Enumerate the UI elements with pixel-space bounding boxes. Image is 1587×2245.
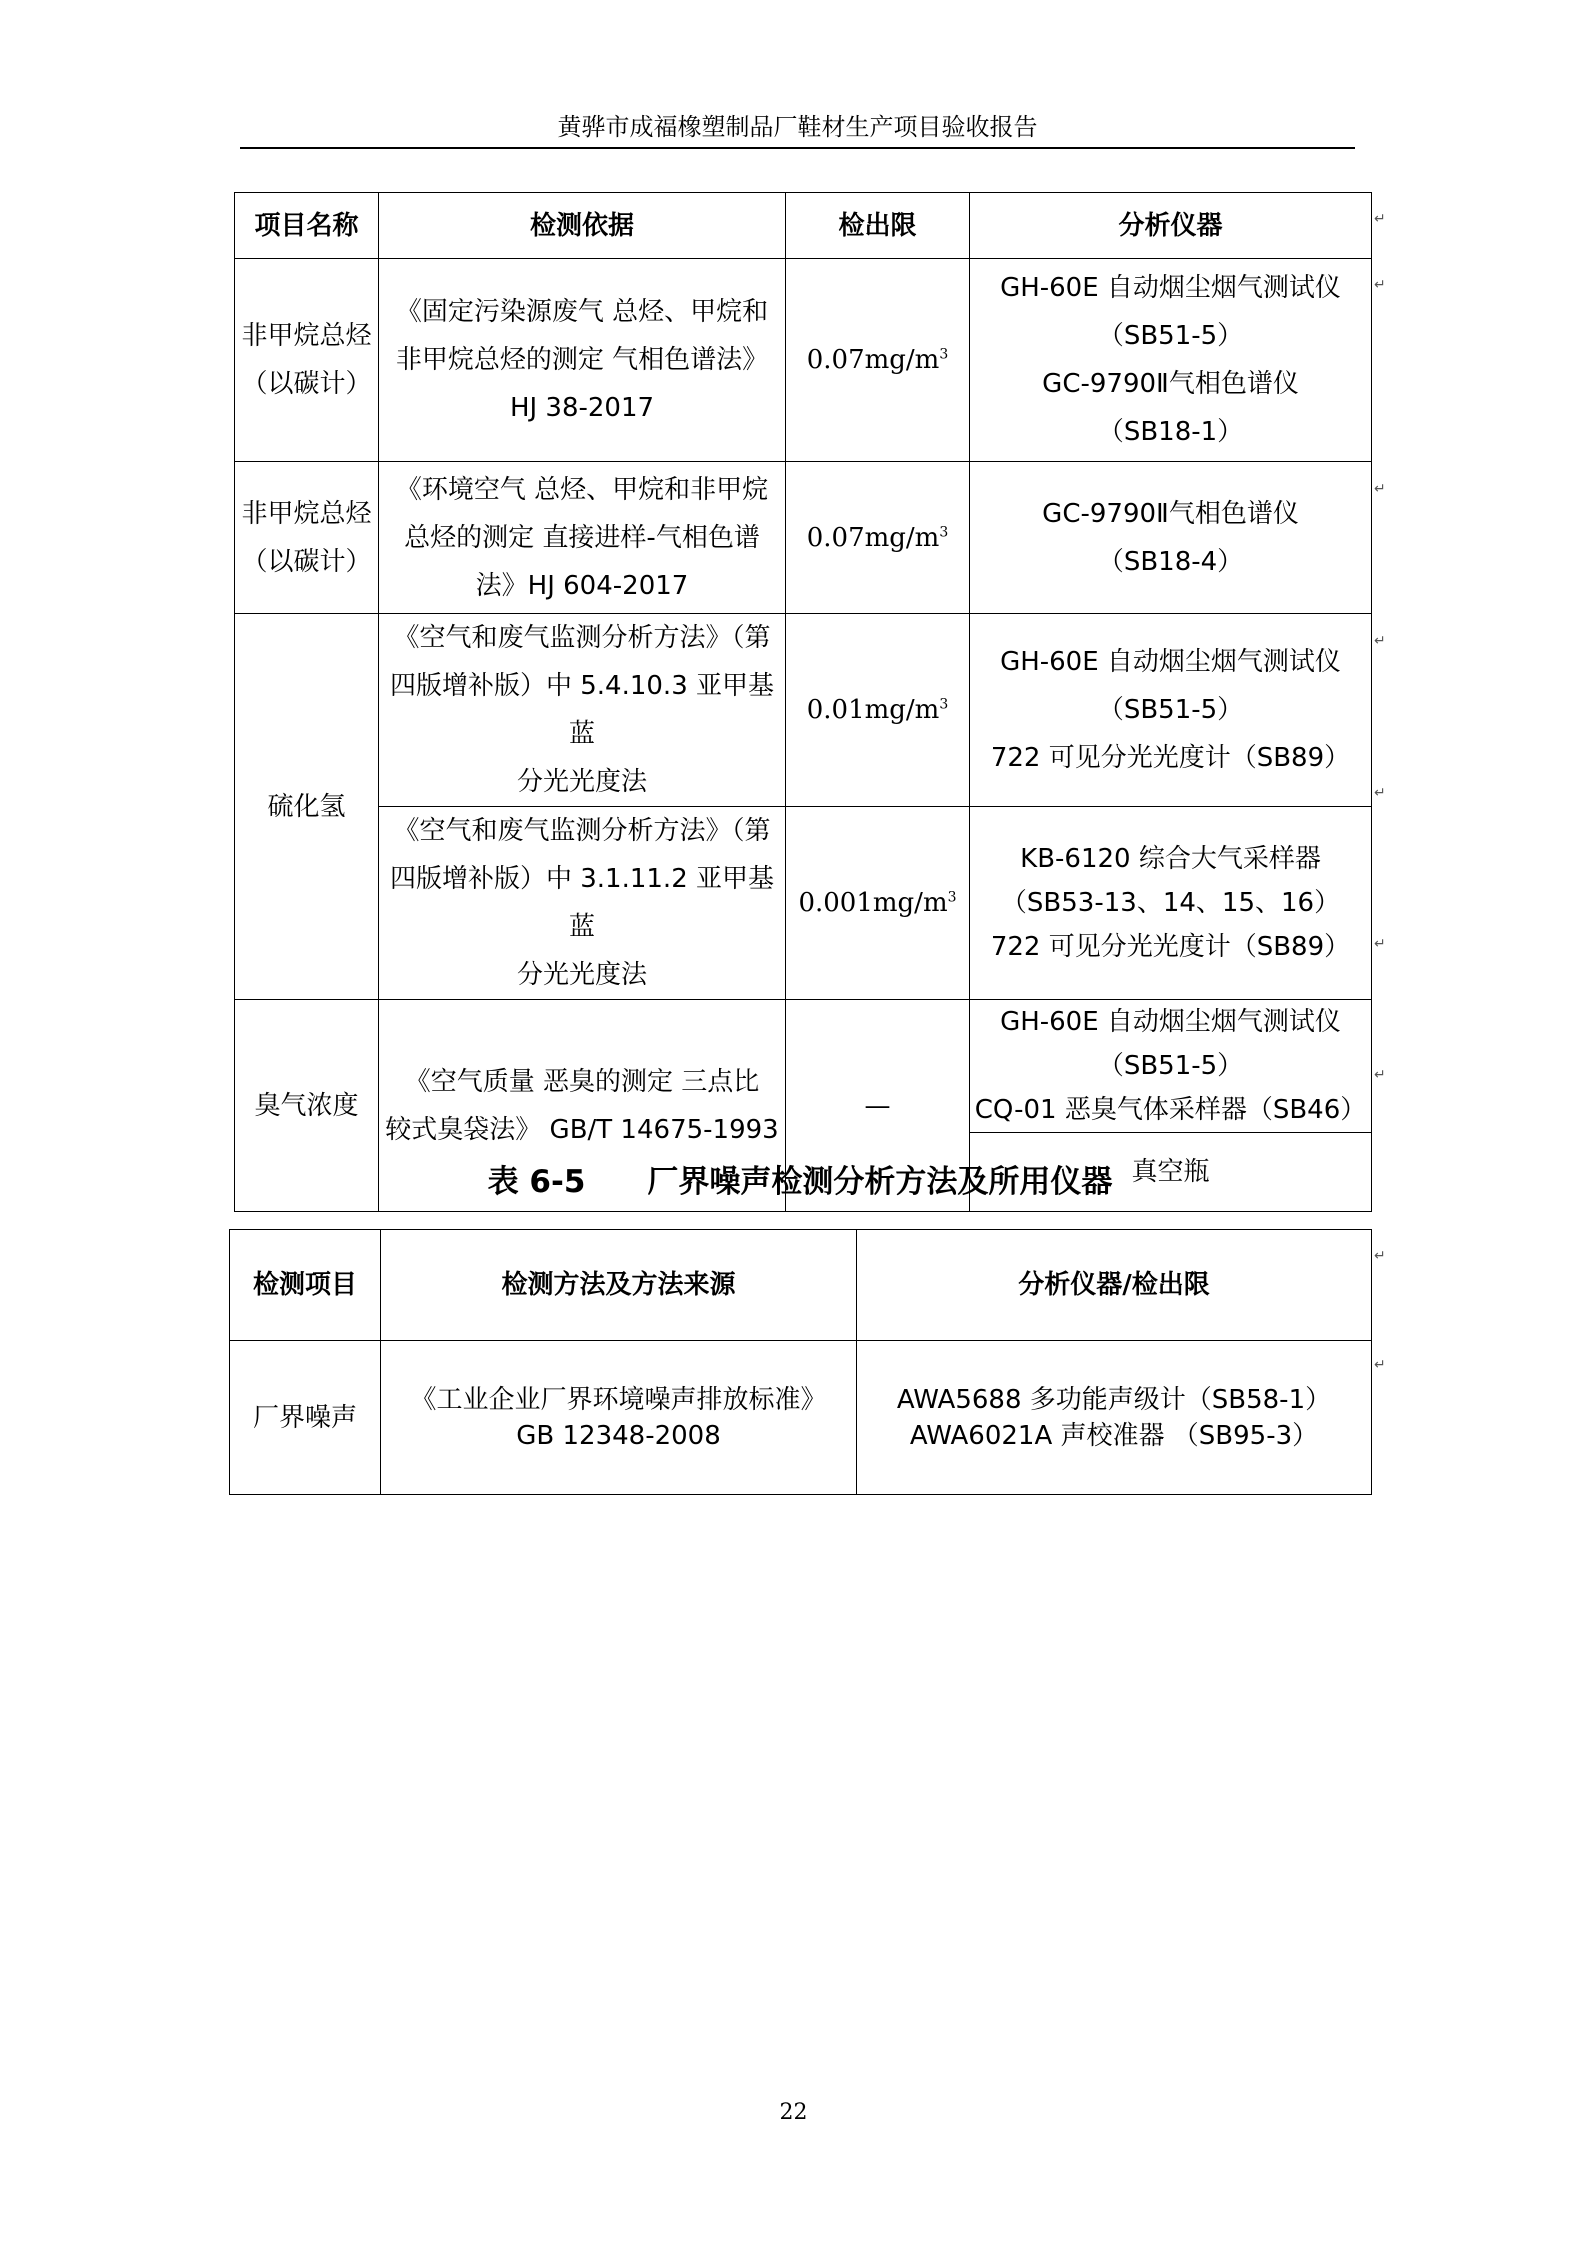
item-name-cell: 臭气浓度 — [235, 1000, 379, 1212]
instrument-cell: GH-60E 自动烟尘烟气测试仪 （SB51-5） 722 可见分光光度计（SB89） — [970, 614, 1372, 807]
instrument-cell: GC-9790Ⅱ气相色谱仪 （SB18-4） — [970, 462, 1372, 614]
table-header-row — [230, 1230, 1372, 1341]
table-row — [235, 614, 1372, 807]
detection-limit-cell: $0.01mg/m^3$ — [786, 614, 970, 807]
detection-methods-table — [234, 192, 1372, 1212]
item-name-cell: 硫化氢 — [235, 614, 379, 1000]
instrument-cell: AWA5688 多功能声级计（SB58-1） AWA6021A 声校准器 （SB95-3） — [857, 1341, 1372, 1495]
table-row — [235, 259, 1372, 462]
return-mark: ↵ — [1374, 211, 1386, 227]
page-number: 22 — [779, 2100, 808, 2125]
table-row — [235, 462, 1372, 614]
basis-cell: 《空气质量 恶臭的测定 三点比 较式臭袋法》 GB/T 14675-1993 — [379, 1000, 786, 1212]
detection-limit-cell: $0.07mg/m^3$ — [786, 259, 970, 462]
column-header: 检出限 — [786, 193, 970, 259]
basis-cell: 《环境空气 总烃、甲烷和非甲烷 总烃的测定 直接进样-气相色谱 法》HJ 604-2017 — [379, 462, 786, 614]
column-header: 检测项目 — [230, 1230, 381, 1341]
column-header: 分析仪器/检出限 — [857, 1230, 1372, 1341]
return-mark: ↵ — [1374, 1248, 1386, 1264]
return-mark: ↵ — [1374, 785, 1386, 801]
basis-cell: 《空气和废气监测分析方法》（第 四版增补版）中 5.4.10.3 亚甲基蓝 分光光度法 — [379, 614, 786, 807]
header-rule — [240, 147, 1355, 149]
item-name-cell: 非甲烷总烃 （以碳计） — [235, 462, 379, 614]
return-mark: ↵ — [1374, 277, 1386, 293]
item-name-cell: 厂界噪声 — [230, 1341, 381, 1495]
instrument-cell: 真空瓶 — [970, 1133, 1372, 1212]
instrument-cell: GH-60E 自动烟尘烟气测试仪 （SB51-5） CQ-01 恶臭气体采样器（SB46） — [970, 1000, 1372, 1133]
return-mark: ↵ — [1374, 633, 1386, 649]
table-caption: 表 6-5 厂界噪声检测分析方法及所用仪器 — [487, 1164, 1113, 1200]
column-header: 检测方法及方法来源 — [381, 1230, 857, 1341]
return-mark: ↵ — [1374, 1067, 1386, 1083]
basis-cell: 《空气和废气监测分析方法》（第 四版增补版）中 3.1.11.2 亚甲基蓝 分光光度法 — [379, 807, 786, 1000]
noise-methods-table — [229, 1229, 1372, 1495]
item-name-cell: 非甲烷总烃 （以碳计） — [235, 259, 379, 462]
detection-limit-cell: — — [786, 1000, 970, 1212]
basis-cell: 《固定污染源废气 总烃、甲烷和 非甲烷总烃的测定 气相色谱法》 HJ 38-2017 — [379, 259, 786, 462]
instrument-cell: KB-6120 综合大气采样器 （SB53-13、14、15、16） 722 可见分光光度计（SB89） — [970, 807, 1372, 1000]
instrument-cell: GH-60E 自动烟尘烟气测试仪 （SB51-5） GC-9790Ⅱ气相色谱仪 （SB18-1） — [970, 259, 1372, 462]
table-header-row — [235, 193, 1372, 259]
table-row — [235, 1000, 1372, 1133]
column-header: 分析仪器 — [970, 193, 1372, 259]
table-row — [235, 807, 1372, 1000]
column-header: 检测依据 — [379, 193, 786, 259]
column-header: 项目名称 — [235, 193, 379, 259]
detection-limit-cell: $0.001mg/m^3$ — [786, 807, 970, 1000]
return-mark: ↵ — [1374, 936, 1386, 952]
page-header-title: 黄骅市成福橡塑制品厂鞋材生产项目验收报告 — [557, 113, 1038, 141]
return-mark: ↵ — [1374, 481, 1386, 497]
method-cell: 《工业企业厂界环境噪声排放标准》 GB 12348-2008 — [381, 1341, 857, 1495]
detection-limit-cell: $0.07mg/m^3$ — [786, 462, 970, 614]
table-row — [230, 1341, 1372, 1495]
return-mark: ↵ — [1374, 1357, 1386, 1373]
